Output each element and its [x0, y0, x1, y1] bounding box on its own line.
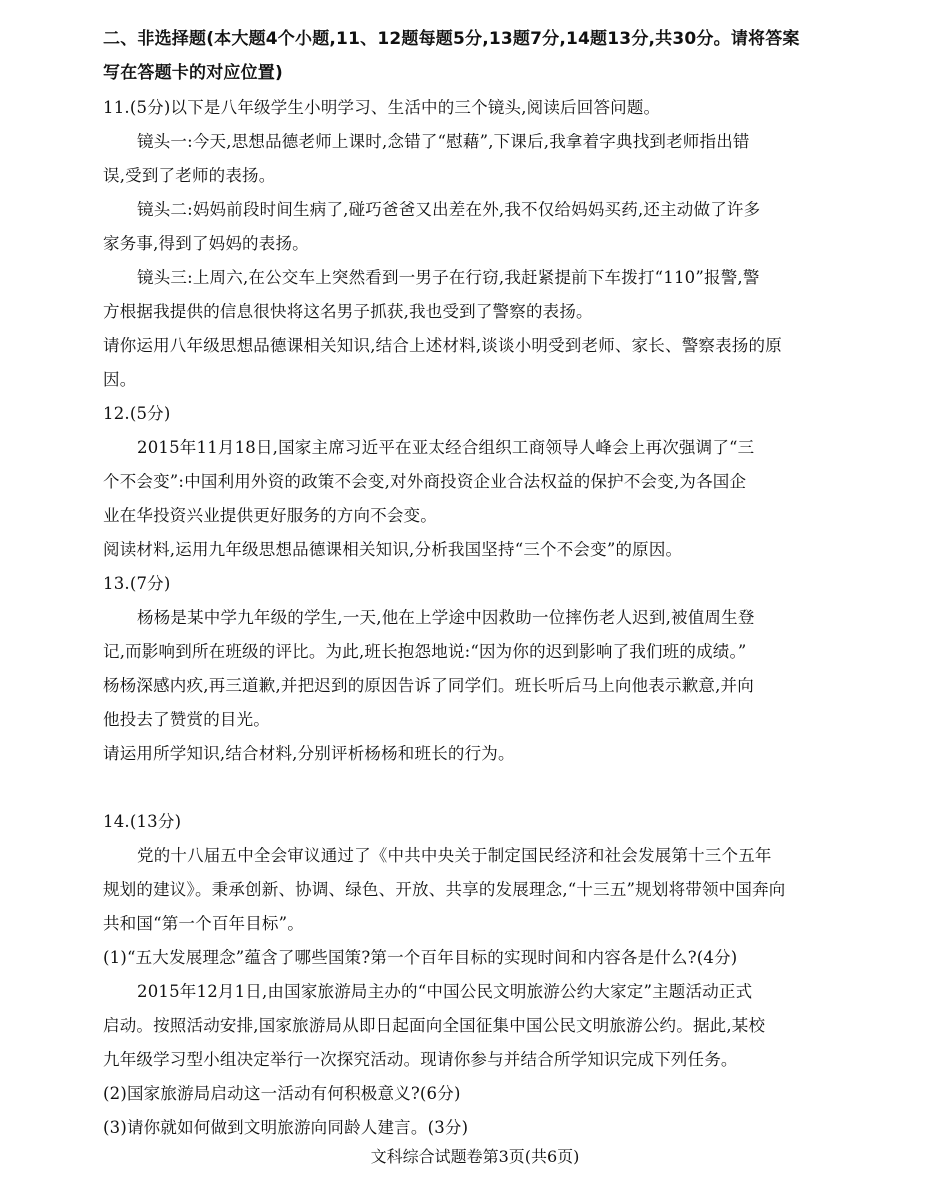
q14-sub-question-2: (2)国家旅游局启动这一活动有何积极意义?(6分) — [103, 1084, 461, 1103]
q14-header: 14.(13分) — [103, 812, 182, 831]
q11-header: 11.(5分)以下是八年级学生小明学习、生活中的三个镜头,阅读后回答问题。 — [103, 98, 661, 117]
q13-header: 13.(7分) — [103, 574, 171, 593]
q11-shot3-line-1: 镜头三:上周六,在公交车上突然看到一男子在行窃,我赶紧提前下车拨打“110”报警,警 — [137, 268, 760, 287]
q11-prompt-line-2: 因。 — [103, 370, 137, 389]
q12-header: 12.(5分) — [103, 404, 171, 423]
q11-shot2-line-1: 镜头二:妈妈前段时间生病了,碰巧爸爸又出差在外,我不仅给妈妈买药,还主动做了许多 — [137, 200, 761, 219]
q14-material-line-2: 规划的建议》。秉承创新、协调、绿色、开放、共享的发展理念,“十三五”规划将带领中国奔向 — [103, 880, 786, 899]
q11-shot2-line-2: 家务事,得到了妈妈的表扬。 — [103, 234, 309, 253]
q14-material2-line-2: 启动。按照活动安排,国家旅游局从即日起面向全国征集中国公民文明旅游公约。据此,某校 — [103, 1016, 766, 1035]
q14-sub-question-1: (1)“五大发展理念”蕴含了哪些国策?第一个百年目标的实现时间和内容各是什么?(4分) — [103, 948, 738, 967]
q11-shot1-line-1: 镜头一:今天,思想品德老师上课时,念错了“慰藉”,下课后,我拿着字典找到老师指出错 — [137, 132, 750, 151]
q12-prompt: 阅读材料,运用九年级思想品德课相关知识,分析我国坚持“三个不会变”的原因。 — [103, 540, 683, 559]
q14-material2-line-3: 九年级学习型小组决定举行一次探究活动。现请你参与并结合所学知识完成下列任务。 — [103, 1050, 738, 1069]
q11-prompt-line-1: 请你运用八年级思想品德课相关知识,结合上述材料,谈谈小明受到老师、家长、警察表扬的原 — [103, 336, 782, 355]
q12-material-line-1: 2015年11月18日,国家主席习近平在亚太经合组织工商领导人峰会上再次强调了“三 — [137, 438, 755, 457]
q11-shot1-line-2: 误,受到了老师的表扬。 — [103, 166, 276, 185]
q14-material-line-3: 共和国“第一个百年目标”。 — [103, 914, 304, 933]
q11-shot3-line-2: 方根据我提供的信息很快将这名男子抓获,我也受到了警察的表扬。 — [103, 302, 593, 321]
q13-material-line-2: 记,而影响到所在班级的评比。为此,班长抱怨地说:“因为你的迟到影响了我们班的成绩。” — [103, 642, 747, 661]
q13-material-line-4: 他投去了赞赏的目光。 — [103, 710, 270, 729]
q14-material2-line-1: 2015年12月1日,由国家旅游局主办的“中国公民文明旅游公约大家定”主题活动正式 — [137, 982, 753, 1001]
q12-material-line-2: 个不会变”:中国利用外资的政策不会变,对外商投资企业合法权益的保护不会变,为各国企 — [103, 472, 747, 491]
q14-material-line-1: 党的十八届五中全会审议通过了《中共中央关于制定国民经济和社会发展第十三个五年 — [137, 846, 772, 865]
section-heading-line-2: 写在答题卡的对应位置) — [103, 63, 283, 83]
q13-material-line-1: 杨杨是某中学九年级的学生,一天,他在上学途中因救助一位摔伤老人迟到,被值周生登 — [137, 608, 755, 627]
q13-prompt: 请运用所学知识,结合材料,分别评析杨杨和班长的行为。 — [103, 744, 515, 763]
q13-material-line-3: 杨杨深感内疚,再三道歉,并把迟到的原因告诉了同学们。班长听后马上向他表示歉意,并向 — [103, 676, 754, 695]
page-footer: 文科综合试题卷第3页(共6页) — [370, 1147, 580, 1166]
q12-material-line-3: 业在华投资兴业提供更好服务的方向不会变。 — [103, 506, 437, 525]
section-heading-line-1: 二、非选择题(本大题4个小题,11、12题每题5分,13题7分,14题13分,共30分。请将答案 — [103, 29, 800, 49]
q14-sub-question-3: (3)请你就如何做到文明旅游向同龄人建言。(3分) — [103, 1118, 469, 1137]
